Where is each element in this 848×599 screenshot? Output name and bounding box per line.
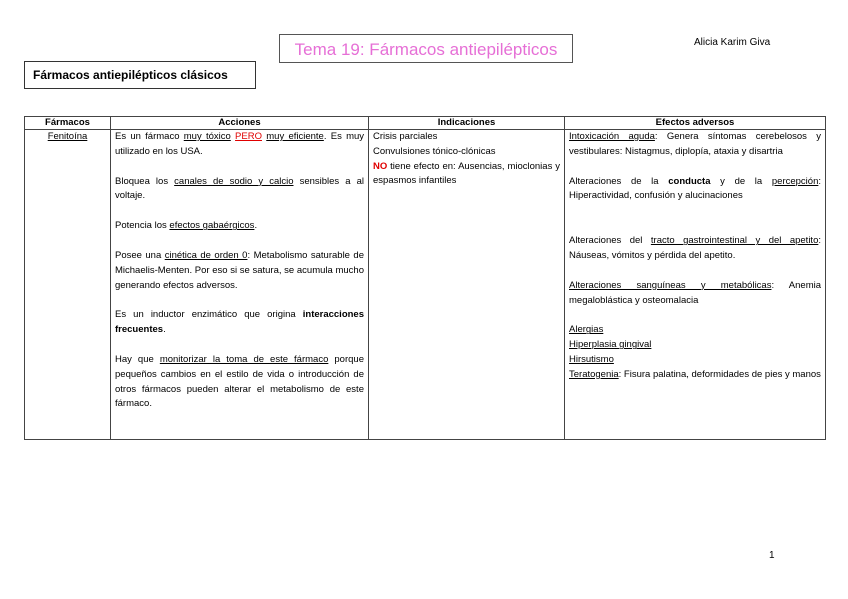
efecto-paragraph: [569, 368, 821, 383]
text-emphasis: PERO: [235, 131, 262, 142]
text: : Hiperactividad, confusión y alucinaciones: [569, 175, 821, 202]
indicaciones-cell: [369, 130, 565, 440]
efectos-cell: [565, 130, 826, 440]
text: : Genera síntomas cerebelosos y vestibulares: Nistagmus, diplopía, ataxia y disartria: [569, 131, 821, 157]
header-indicaciones: Indicaciones: [369, 117, 565, 130]
text: Alteraciones del: [569, 235, 651, 247]
text-underlined: muy eficiente: [266, 131, 324, 142]
text: y de la: [710, 175, 772, 187]
text-underlined: Alteraciones sanguíneas y metabólicas: [569, 279, 772, 291]
text: : Anemia megaloblástica y osteomalacia: [569, 279, 822, 306]
efecto-paragraph: [569, 279, 821, 309]
text: .: [254, 220, 258, 232]
table-header-row: [25, 117, 826, 130]
header-acciones: Acciones: [111, 117, 369, 130]
text: : Náuseas, vómitos y pérdida del apetito.: [569, 235, 821, 261]
text-underlined: muy tóxico: [183, 131, 231, 142]
text: .: [163, 324, 166, 336]
text-underlined: canales de sodio y calcio: [174, 175, 294, 187]
text-underlined: percepción: [771, 175, 819, 187]
text: : Fisura palatina, deformidades de pies y manos: [618, 368, 821, 380]
acciones-paragraph: [115, 353, 364, 412]
text: Es un fármaco: [115, 131, 184, 142]
text: Posee una: [115, 249, 165, 261]
text: Hay que: [115, 353, 160, 365]
efecto-paragraph: [569, 175, 821, 205]
efecto-line: Hirsutismo: [569, 353, 614, 365]
text: : Metabolismo saturable de Michaelis-Menten. Por eso si se satura, se acumula mucho generando efectos adversos.: [115, 249, 364, 291]
drug-table: [24, 116, 826, 440]
text: Es un inductor enzimático que origina: [115, 309, 303, 321]
text: tiene efecto en: Ausencias, mioclonias y espasmos infantiles: [373, 160, 560, 187]
indicacion-line: [373, 160, 560, 190]
text-underlined: Intoxicación aguda: [569, 131, 655, 142]
efecto-line: Alergias: [569, 324, 604, 336]
text: Potencia los: [115, 220, 170, 232]
acciones-cell: [111, 130, 369, 440]
text-bold: interacciones frecuentes: [115, 309, 364, 336]
drug-name-cell: [25, 130, 111, 440]
table-row: [25, 130, 826, 440]
efecto-line: Hiperplasia gingival: [569, 339, 652, 351]
indicacion-line: Crisis parciales: [373, 131, 438, 142]
author-name: Alicia Karim Giva: [694, 37, 771, 48]
efecto-paragraph: [569, 234, 821, 264]
text-underlined: Teratogenia: [569, 368, 619, 380]
drug-name: Fenitoína: [47, 131, 88, 142]
text: Bloquea los: [115, 175, 175, 187]
text-bold: conducta: [668, 175, 711, 187]
text: sensibles a al voltaje.: [115, 175, 364, 202]
indicacion-line: Convulsiones tónico-clónicas: [373, 145, 496, 157]
text-underlined: efectos gabaérgicos: [169, 220, 255, 232]
acciones-paragraph: [115, 308, 364, 338]
page-number: 1: [769, 550, 775, 561]
efecto-paragraph: [569, 130, 821, 160]
acciones-paragraph: [115, 175, 364, 205]
acciones-paragraph: [115, 249, 364, 293]
text: . Es muy utilizado en los USA.: [115, 131, 365, 157]
text-underlined: cinética de orden 0: [164, 249, 248, 261]
text: porque pequeños cambios en el estilo de vida o introducción de otros fármacos pueden alterar el metabolismo de este fármaco.: [115, 353, 364, 410]
text-underlined: monitorizar la toma de este fármaco: [159, 353, 329, 365]
document-title: Tema 19: Fármacos antiepilépticos: [279, 34, 573, 63]
header-farmacos: Fármacos: [25, 117, 111, 130]
acciones-paragraph: [115, 219, 364, 234]
header-efectos: Efectos adversos: [565, 117, 826, 130]
section-heading: Fármacos antiepilépticos clásicos: [24, 61, 256, 89]
acciones-paragraph: [115, 130, 364, 160]
text-underlined: tracto gastrointestinal y del apetito: [650, 235, 819, 247]
text-emphasis: NO: [373, 160, 388, 172]
text: Alteraciones de la: [569, 175, 669, 187]
